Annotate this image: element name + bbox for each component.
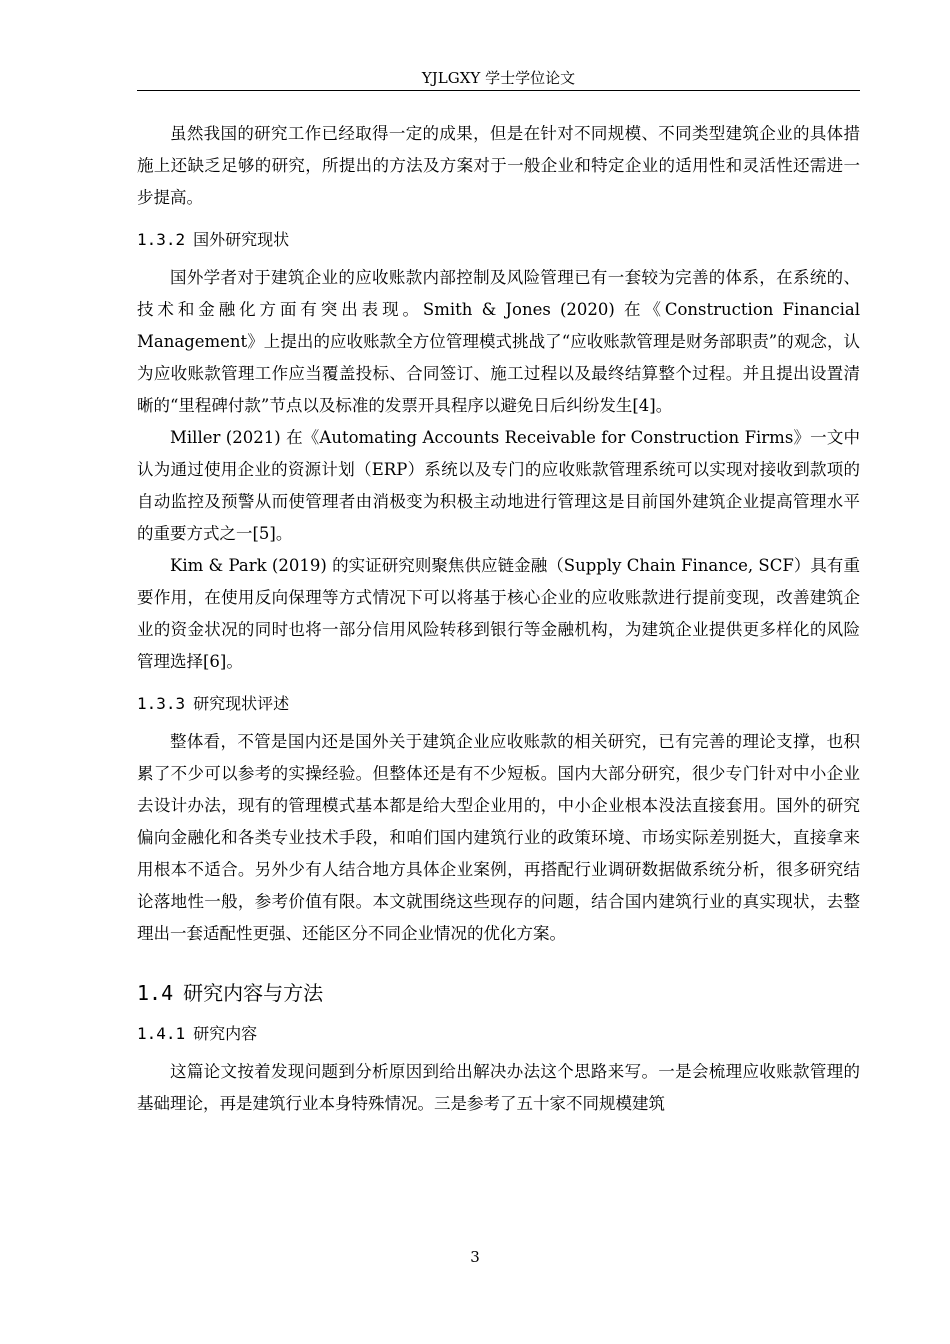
paragraph: 虽然我国的研究工作已经取得一定的成果，但是在针对不同规模、不同类型建筑企业的具体措施上还缺乏足够的研究，所提出的方法及方案对于一般企业和特定企业的适用性和灵活性还需进一步提高。 [137,124,860,207]
section-title: 研究内容与方法 [183,981,324,1005]
section-number: 1.3.2 [137,230,186,249]
header-divider [137,90,860,91]
section-number: 1.3.3 [137,694,186,713]
page-body [137,118,860,1120]
paragraph: 国外学者对于建筑企业的应收账款内部控制及风险管理已有一套较为完善的体系，在系统的、技术和金融化方面有突出表现。Smith & Jones (2020) 在《Construction Financial Management》上提出的应收账款全方位管理模式挑战了“应收账款管理是财务部职责”的观念，认为应收账款管理工作应当覆盖投标、合同签订、施工过程以及最终结算整个过程。并且提出设置清晰的“里程碑付款”节点以及标准的发票开具程序以避免日后纠纷发生[4]。 [137,268,860,415]
page-header: YJLGXY 学士学位论文 [421,69,576,87]
section-heading-1-4-1 [137,1020,860,1048]
page-number: 3 [470,1248,480,1266]
section-title: 研究现状评述 [193,694,290,713]
section-heading-1-3-2 [137,226,860,254]
paragraph: 这篇论文按着发现问题到分析原因到给出解决办法这个思路来写。一是会梳理应收账款管理的基础理论，再是建筑行业本身特殊情况。三是参考了五十家不同规模建筑 [137,1062,860,1113]
paragraph: Kim & Park (2019) 的实证研究则聚焦供应链金融（Supply Chain Finance, SCF）具有重要作用，在使用反向保理等方式情况下可以将基于核心企业的应收账款进行提前变现，改善建筑企业的资金状况的同时也将一部分信用风险转移到银行等金融机构，为建筑企业提供更多样化的风险管理选择[6]。 [137,556,860,671]
section-heading-1-3-3 [137,690,860,718]
section-number: 1.4 [137,981,174,1005]
paragraph: Miller (2021) 在《Automating Accounts Receivable for Construction Firms》一文中认为通过使用企业的资源计划（ERP）系统以及专门的应收账款管理系统可以实现对接收到款项的自动监控及预警从而使管理者由消极变为积极主动地进行管理这是目前国外建筑企业提高管理水平的重要方式之一[5]。 [137,428,860,543]
section-title: 国外研究现状 [193,230,290,249]
section-title: 研究内容 [193,1024,258,1043]
section-heading-1-4 [137,978,860,1008]
section-number: 1.4.1 [137,1024,186,1043]
paragraph: 整体看，不管是国内还是国外关于建筑企业应收账款的相关研究，已有完善的理论支撑，也积累了不少可以参考的实操经验。但整体还是有不少短板。国内大部分研究，很少专门针对中小企业去设计办法，现有的管理模式基本都是给大型企业用的，中小企业根本没法直接套用。国外的研究偏向金融化和各类专业技术手段，和咱们国内建筑行业的政策环境、市场实际差别挺大，直接拿来用根本不适合。另外少有人结合地方具体企业案例，再搭配行业调研数据做系统分析，很多研究结论落地性一般，参考价值有限。本文就围绕这些现存的问题，结合国内建筑行业的真实现状，去整理出一套适配性更强、还能区分不同企业情况的优化方案。 [137,732,860,943]
